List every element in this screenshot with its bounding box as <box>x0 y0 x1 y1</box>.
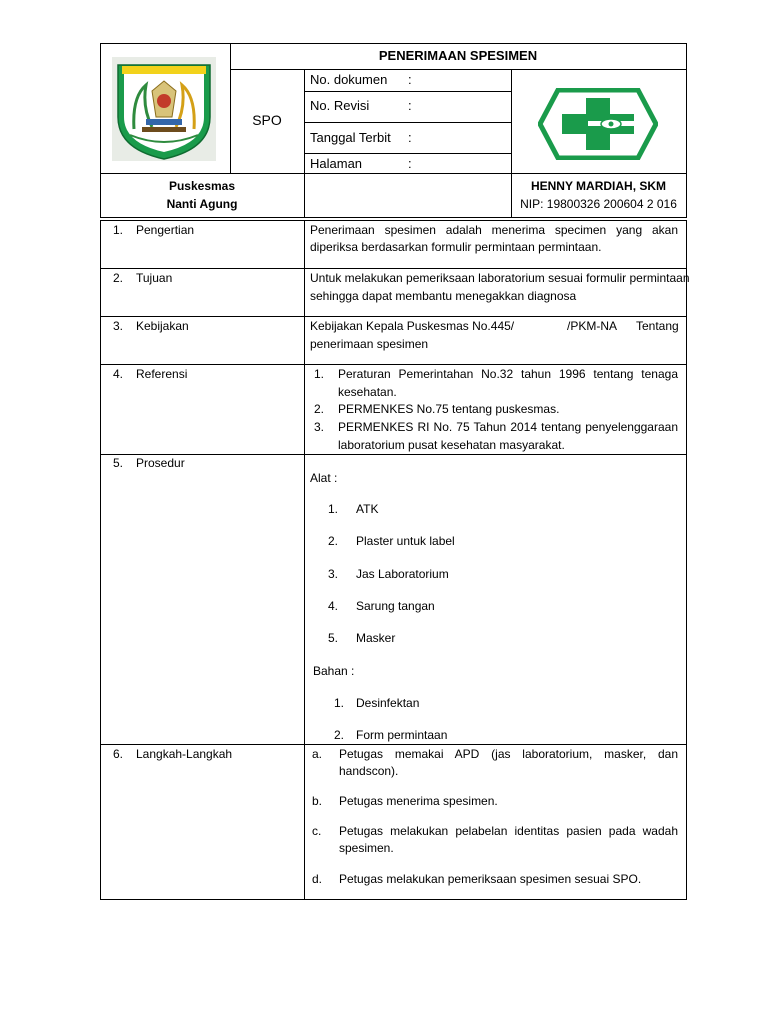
section-2-text-line2: sehingga dapat membantu menegakkan diagnosa <box>310 289 577 303</box>
field-no-dokumen-label: No. dokumen <box>310 72 388 87</box>
org-name-line2: Nanti Agung <box>166 197 238 211</box>
section-2-number: 2. <box>113 271 124 285</box>
document-title: PENERIMAAN SPESIMEN <box>378 48 538 63</box>
reference-3-line1: PERMENKES RI No. 75 Tahun 2014 tentang penyelenggaraan <box>338 420 678 434</box>
section-1-label: Pengertian <box>136 223 195 237</box>
section-5-label: Prosedur <box>136 456 185 470</box>
field-no-revisi-label: No. Revisi <box>310 98 370 113</box>
alat-5-text: Masker <box>356 631 396 645</box>
alat-2-number: 2. <box>328 534 339 548</box>
alat-3-text: Jas Laboratorium <box>356 567 449 581</box>
reference-2-line1: PERMENKES No.75 tentang puskesmas. <box>338 402 560 416</box>
border-row-4 <box>100 454 686 455</box>
section-4-number: 4. <box>113 367 124 381</box>
section-1-text-line1: Penerimaan spesimen adalah menerima specimen yang akan <box>310 223 678 237</box>
bahan-2-number: 2. <box>334 728 345 742</box>
border-row-5 <box>100 744 686 745</box>
step-a-letter: a. <box>312 747 323 761</box>
section-6-number: 6. <box>113 747 124 761</box>
border-field-1 <box>304 91 511 92</box>
step-c-line1: Petugas melakukan pelabelan identitas pasien pada wadah <box>339 824 678 838</box>
section-4-label: Referensi <box>136 367 188 381</box>
alat-1-text: ATK <box>356 502 379 516</box>
border-field-2 <box>304 122 511 123</box>
border-row-1 <box>100 268 686 269</box>
border-right-header <box>686 43 687 218</box>
signer-nip: NIP: 19800326 200604 2 016 <box>520 197 677 211</box>
reference-1-line2: kesehatan. <box>338 385 397 399</box>
alat-3-number: 3. <box>328 567 339 581</box>
regency-seal-logo <box>112 57 216 161</box>
section-3-text-line2: penerimaan spesimen <box>310 337 429 351</box>
border-header-mid <box>100 173 686 174</box>
step-b-line1: Petugas menerima spesimen. <box>339 794 498 808</box>
section-2-label: Tujuan <box>136 271 173 285</box>
bahan-1-number: 1. <box>334 696 345 710</box>
step-a-line1: Petugas memakai APD (jas laboratorium, masker, dan <box>339 747 678 761</box>
bahan-1-text: Desinfektan <box>356 696 420 710</box>
border-title-bottom <box>230 69 686 70</box>
alat-1-number: 1. <box>328 502 339 516</box>
border-field-3 <box>304 153 511 154</box>
reference-3-line2: laboratorium pusat kesehatan masyarakat. <box>338 438 565 452</box>
step-d-line1: Petugas melakukan pemeriksaan spesimen sesuai SPO. <box>339 872 642 886</box>
field-halaman-label: Halaman <box>310 156 363 171</box>
border-top <box>100 43 686 44</box>
step-c-letter: c. <box>312 824 322 838</box>
section-5-number: 5. <box>113 456 124 470</box>
section-1-text-line2: diperiksa berdasarkan formulir permintaan permintaan. <box>310 240 602 254</box>
border-spo-right <box>304 69 305 218</box>
section-3-label: Kebijakan <box>136 319 189 333</box>
step-d-letter: d. <box>312 872 323 886</box>
alat-5-number: 5. <box>328 631 339 645</box>
step-a-line2: handscon). <box>339 764 399 778</box>
alat-4-number: 4. <box>328 599 339 613</box>
section-2-text-line1: Untuk melakukan pemeriksaan laboratorium sesuai formulir permintaan <box>310 271 690 285</box>
field-no-revisi-colon: : <box>408 98 412 113</box>
border-left-body <box>100 220 101 900</box>
section-3-number: 3. <box>113 319 124 333</box>
border-right-body <box>686 220 687 900</box>
border-header-bottom <box>100 217 686 218</box>
spo-label: SPO <box>252 112 282 128</box>
reference-1-line1: Peraturan Pemerintahan No.32 tahun 1996 tentang tenaga <box>338 367 678 381</box>
signer-name: HENNY MARDIAH, SKM <box>530 179 667 193</box>
section-3-text-part-b: /PKM-NA <box>567 319 618 333</box>
reference-2-number: 2. <box>314 402 325 416</box>
alat-2-text: Plaster untuk label <box>356 534 455 548</box>
field-tanggal-terbit-label: Tanggal Terbit <box>310 130 391 145</box>
step-c-line2: spesimen. <box>339 841 394 855</box>
bahan-2-text: Form permintaan <box>356 728 448 742</box>
puskesmas-logo <box>538 88 658 160</box>
field-tanggal-terbit-colon: : <box>408 130 412 145</box>
border-row-3 <box>100 364 686 365</box>
border-col-divider <box>304 220 305 900</box>
reference-3-number: 3. <box>314 420 325 434</box>
border-body-top <box>100 220 686 221</box>
section-3-text-part-c: Tentang <box>636 319 679 333</box>
section-6-label: Langkah-Langkah <box>136 747 233 761</box>
step-b-letter: b. <box>312 794 323 808</box>
org-name-line1: Puskesmas <box>168 179 236 193</box>
section-1-number: 1. <box>113 223 124 237</box>
alat-title: Alat : <box>310 471 338 485</box>
border-body-bottom <box>100 899 686 900</box>
bahan-title: Bahan : <box>313 664 355 678</box>
section-3-text-part-a: Kebijakan Kepala Puskesmas No.445/ <box>310 319 515 333</box>
reference-1-number: 1. <box>314 367 325 381</box>
alat-4-text: Sarung tangan <box>356 599 435 613</box>
field-halaman-colon: : <box>408 156 412 171</box>
field-no-dokumen-colon: : <box>408 72 412 87</box>
border-row-2 <box>100 316 686 317</box>
